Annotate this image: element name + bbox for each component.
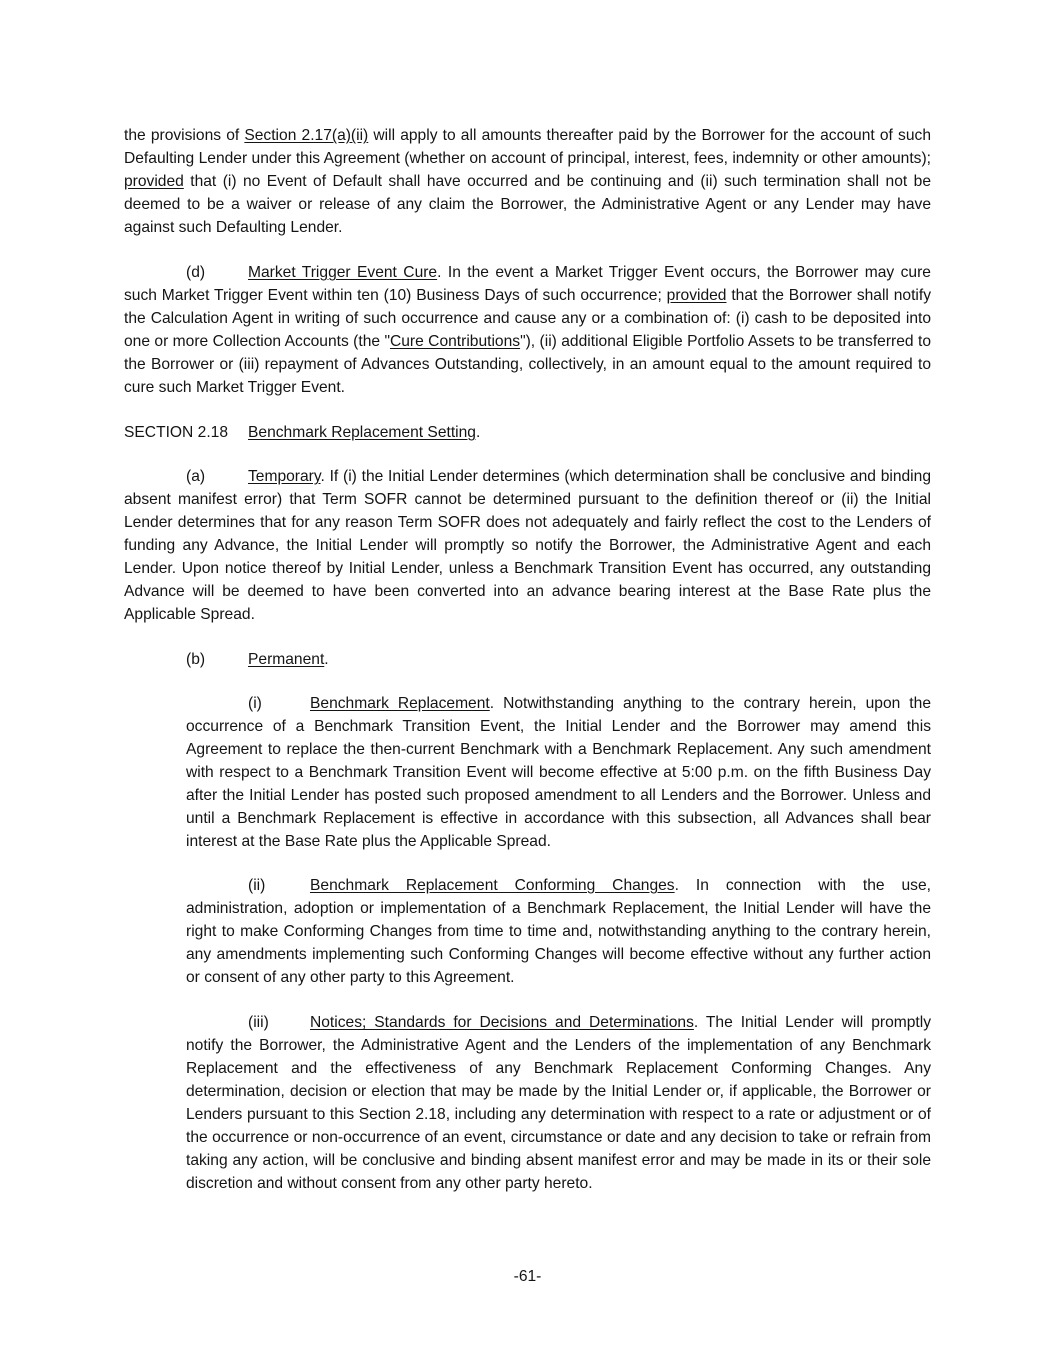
text: . Notwithstanding anything to the contrary herein, upon the occurrence of a Benchmark Transition Event, the Initial Lender and the Borrower may amend this Agreement to replace the then-current Benchmark with a Benchmark Replacement. Any such amendment with respect to a Benchmark Transition Event will become effective at 5:00 p.m. on the fifth Business Day after the Initial Lender has posted such proposed amendment to all Lenders and the Borrower. Unless and until a Benchmark Replacement is effective in accordance with this subsection, all Advances shall bear interest at the Base Rate plus the Applicable Spread.: [186, 695, 931, 850]
clause-label: (i): [248, 695, 262, 712]
page-number: -61-: [513, 1268, 542, 1285]
paragraph-temporary: [124, 465, 931, 626]
text: . In the event a Market Trigger Event occurs, the Borrower may cure such Market Trigger Event within ten (10) Business Days of such occurrence;: [124, 264, 931, 304]
paragraph-defaulting-lender-continued: [124, 124, 931, 239]
paragraph-conforming-changes: [186, 874, 931, 989]
clause-heading: Market Trigger Event Cure: [248, 264, 438, 281]
section-2-18-heading: SECTION 2.18 Benchmark Replacement Setting.: [124, 421, 931, 444]
text: "), (ii) additional Eligible Portfolio Assets to be transferred to the Borrower or (iii) repayment of Advances Outstanding, collectively, in an amount equal to the amount required to cure such Market Trigger Event.: [124, 333, 931, 396]
text: . If (i) the Initial Lender determines (which determination shall be conclusive and binding absent manifest error) that Term SOFR cannot be determined pursuant to the definition thereof or (ii) the Initial Lender determines that for any reason Term SOFR does not adequately and fairly reflect the cost to the Lenders of funding any Advance, the Initial Lender will promptly so notify the Borrower, the Administrative Agent and each Lender. Upon notice thereof by Initial Lender, unless a Benchmark Transition Event has occurred, any outstanding Advance will be deemed to have been converted into an advance bearing interest at the Base Rate plus the Applicable Spread.: [124, 468, 931, 623]
text: . The Initial Lender will promptly notify the Borrower, the Administrative Agent and the Lenders of the implementation of any Benchmark Replacement and the effectiveness of any Benchmark Replacement Conforming Changes. Any determination, decision or election that may be made by the Initial Lender or, if applicable, the Borrower or Lenders pursuant to this Section 2.18, including any determination with respect to a rate or adjustment or of the occurrence or non-occurrence of an event, circumstance or date and any decision to take or refrain from taking any action, will be conclusive and binding absent manifest error and may be made in its or their sole discretion and without consent from any other party hereto.: [186, 1014, 931, 1192]
section-reference: Section 2.17(a)(ii): [244, 127, 369, 144]
text: the provisions of: [124, 127, 245, 144]
paragraph-notices-standards: [186, 1011, 931, 1195]
clause-label: (a): [186, 468, 206, 485]
clause-label: (iii): [248, 1014, 269, 1031]
text: . In connection with the use, administration, adoption or implementation of a Benchmark Replacement, the Initial Lender will have the right to make Conforming Changes from time to time and, notwithstanding anything to the contrary herein, any amendments implementing such Conforming Changes will become effective without any further action or consent of any other party to this Agreement.: [186, 877, 931, 986]
paragraph-permanent: (b) Permanent.: [124, 648, 931, 671]
clause-label: (ii): [248, 877, 266, 894]
clause-heading: Notices; Standards for Decisions and Determinations: [310, 1014, 694, 1031]
clause-heading: Permanent: [248, 651, 325, 668]
section-number: SECTION 2.18: [124, 424, 228, 441]
clause-heading: Benchmark Replacement Conforming Changes: [310, 877, 675, 894]
text: that (i) no Event of Default shall have occurred and be continuing and (ii) such termination shall not be deemed to be a waiver or release of any claim the Borrower, the Administrative Agent or any Lender may have against such Defaulting Lender.: [124, 173, 931, 236]
paragraph-market-trigger-event-cure: [124, 261, 931, 399]
clause-heading: Benchmark Replacement: [310, 695, 490, 712]
defined-term: Cure Contributions: [389, 333, 521, 350]
clause-heading: Temporary: [248, 468, 321, 485]
proviso-term: provided: [124, 173, 184, 190]
section-title: Benchmark Replacement Setting: [248, 424, 476, 441]
text: will apply to all amounts thereafter paid by the Borrower for the account of such Defaulting Lender under this Agreement (whether on account of principal, interest, fees, indemnity or other amounts);: [124, 127, 931, 167]
clause-label: (b): [186, 651, 206, 668]
clause-label: (d): [186, 264, 206, 281]
text: that the Borrower shall notify the Calculation Agent in writing of such occurrence and cause any or a combination of: (i) cash to be deposited into one or more Collection Accounts (the ": [124, 287, 932, 350]
proviso-term: provided: [666, 287, 727, 304]
paragraph-benchmark-replacement: [186, 692, 931, 853]
